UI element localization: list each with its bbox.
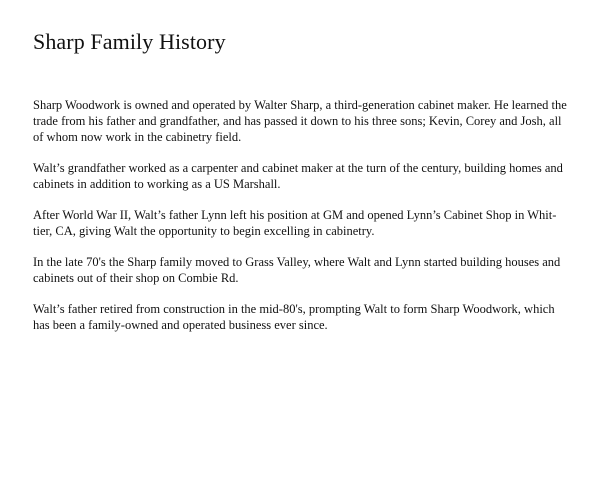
paragraph-sharp-woodwork: Walt’s father retired from construction in the mid-80's, prompting Walt to form Sharp Woodwork, which has been a family-owned and operated business ever since. [33,302,555,332]
paragraph-ownership: Sharp Woodwork is owned and operated by Walter Sharp, a third-generation cabinet maker. He learned the trade from his father and grandfather, and has passed it down to his three sons; Kevin, Corey and Josh, all of whom now work in the cabinetry field. [33,98,567,144]
paragraph-grass-valley: In the late 70's the Sharp family moved to Grass Valley, where Walt and Lynn started building houses and cabinets out of their shop on Combie Rd. [33,255,561,285]
body-text [33,97,595,348]
paragraph-father: After World War II, Walt’s father Lynn left his position at GM and opened Lynn’s Cabinet Shop in Whit- tier, CA, giving Walt the opportunity to begin excelling in cabinetry. [33,208,557,238]
paragraph-grandfather: Walt’s grandfather worked as a carpenter and cabinet maker at the turn of the century, building homes and cabinets in addition to working as a US Marshall. [33,161,563,191]
page-title: Sharp Family History [33,29,226,54]
